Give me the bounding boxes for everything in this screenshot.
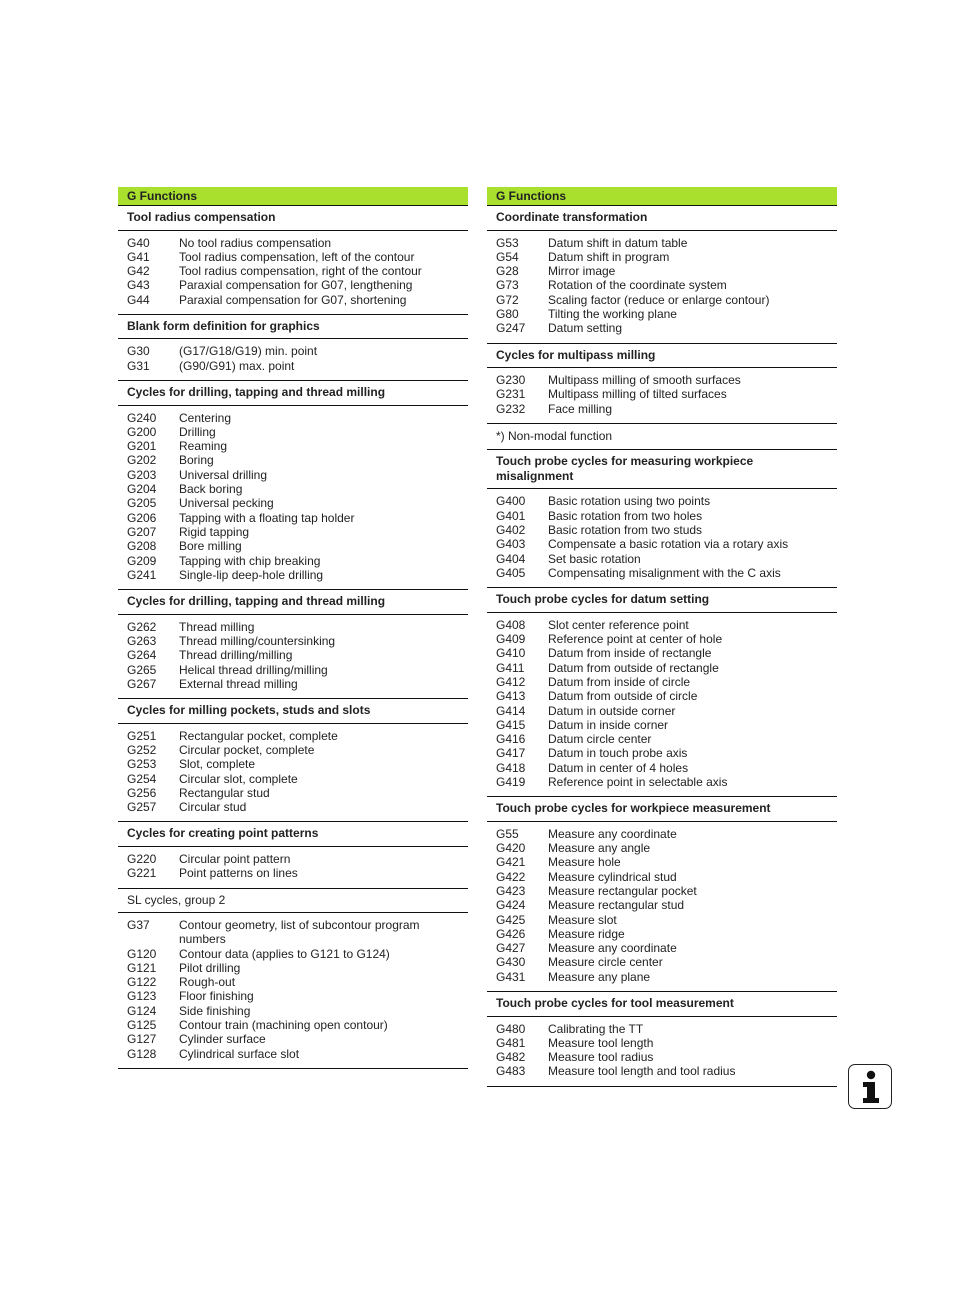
table-row [127,743,459,757]
g-code: G127 [127,1032,157,1047]
g-description: Measure slot [548,912,617,927]
g-code: G220 [127,851,157,866]
section [118,590,468,699]
g-code: G55 [496,826,519,841]
section-title: Tool radius compensation [118,206,468,231]
g-code: G230 [496,373,526,388]
column-header: G Functions [118,187,468,206]
table-row [496,884,828,898]
g-code: G403 [496,537,526,552]
table-row [127,344,459,358]
table-row [496,689,828,703]
g-code: G31 [127,358,150,373]
table-row [496,373,828,387]
table-row [127,236,459,250]
g-description: Face milling [548,401,613,416]
g-code: G480 [496,1021,526,1036]
g-code: G262 [127,619,157,634]
g-description: Calibrating the TT [548,1021,644,1036]
section-title: Touch probe cycles for workpiece measurement [487,797,837,822]
table-row [127,525,459,539]
section-rows [118,615,468,698]
table-row [496,632,828,646]
g-description: Basic rotation from two holes [548,508,703,523]
g-code: G418 [496,760,526,775]
g-code: G483 [496,1064,526,1079]
g-description: Datum in outside corner [548,703,676,718]
table-row [496,661,828,675]
g-description: Datum from outside of rectangle [548,660,719,675]
g-description: Tapping with chip breaking [179,553,321,568]
table-row [496,1022,828,1036]
g-code: G202 [127,453,157,468]
section [487,344,837,424]
section-rows [487,368,837,423]
g-code: G265 [127,662,157,677]
section-rows [118,913,468,1068]
g-description: Rectangular pocket, complete [179,728,338,743]
g-description: Datum in touch probe axis [548,746,688,761]
table-row [127,961,459,975]
table-row [496,941,828,955]
g-code: G415 [496,717,526,732]
g-description: Circular stud [179,800,247,815]
g-code: G206 [127,510,157,525]
g-code: G426 [496,926,526,941]
table-row [496,718,828,732]
section-title: Cycles for milling pockets, studs and slots [118,699,468,724]
g-description: Rectangular stud [179,785,270,800]
g-description: Universal drilling [179,467,268,482]
g-code: G37 [127,918,150,932]
g-description: Multipass milling of tilted surfaces [548,387,727,402]
g-code: G402 [496,523,526,538]
g-code: G204 [127,482,157,497]
section-rows [487,822,837,991]
table-row [127,264,459,278]
g-description: Paraxial compensation for G07, lengthening [179,278,413,293]
g-code: G208 [127,539,157,554]
g-description: Thread drilling/milling [179,648,293,663]
section-title: Cycles for multipass milling [487,344,837,369]
g-description: Measure rectangular stud [548,898,685,913]
table-row [127,918,459,947]
g-code: G427 [496,941,526,956]
g-description: Measure hole [548,855,621,870]
table-row [496,913,828,927]
table-row [496,387,828,401]
table-row [127,278,459,292]
g-description: Rotation of the coordinate system [548,278,727,293]
g-code: G409 [496,632,526,647]
table-row [127,989,459,1003]
g-code: G419 [496,775,526,790]
table-row [496,307,828,321]
table-row [127,359,459,373]
table-row [496,278,828,292]
g-code: G405 [496,565,526,580]
g-code: G421 [496,855,526,870]
g-code: G240 [127,410,157,425]
g-code: G72 [496,292,519,307]
info-icon [848,1064,892,1109]
section-title: SL cycles, group 2 [118,889,468,914]
table-row [496,775,828,789]
section-rows [118,724,468,822]
g-description: Measure rectangular pocket [548,884,697,898]
g-code: G247 [496,321,526,336]
table-row [496,537,828,551]
g-description: Basic rotation using two points [548,494,711,509]
table-row [127,772,459,786]
table-row [127,786,459,800]
g-code: G431 [496,969,526,984]
g-code: G121 [127,960,157,975]
table-row [496,898,828,912]
g-description: Datum shift in program [548,249,670,264]
g-code: G408 [496,617,526,632]
g-code: G253 [127,757,157,772]
section-title: Cycles for drilling, tapping and thread milling [118,381,468,406]
section-title: Coordinate transformation [487,206,837,231]
g-description: Circular point pattern [179,851,291,866]
g-description: Datum in center of 4 holes [548,760,689,775]
table-row [496,618,828,632]
g-description: Measure circle center [548,955,663,970]
table-row [496,841,828,855]
g-code: G122 [127,975,157,990]
g-code: G205 [127,496,157,511]
g-code: G203 [127,467,157,482]
section-rows [487,613,837,797]
g-code: G481 [496,1035,526,1050]
g-description: Tilting the working plane [548,306,677,321]
table-row [127,425,459,439]
section [487,450,837,588]
section-title: Blank form definition for graphics [118,315,468,340]
g-code: G424 [496,898,526,913]
g-description: Multipass milling of smooth surfaces [548,373,741,388]
g-code: G256 [127,785,157,800]
table-row [496,566,828,580]
table-row [127,947,459,961]
g-code: G400 [496,494,526,509]
g-description: Mirror image [548,264,616,279]
g-code: G54 [496,249,519,264]
section-title: Touch probe cycles for measuring workpiece misalignment [487,450,837,489]
g-description: Datum setting [548,321,623,336]
table-row [127,1032,459,1046]
g-code: G410 [496,646,526,661]
g-description: (G17/G18/G19) min. point [179,344,318,359]
table-row [127,634,459,648]
table-row [127,1047,459,1061]
table-row [127,453,459,467]
g-code: G209 [127,553,157,568]
g-code: G257 [127,800,157,815]
section [487,424,837,451]
g-description: Set basic rotation [548,551,641,566]
table-row [496,761,828,775]
table-row [127,468,459,482]
g-description: Measure tool length [548,1035,654,1050]
g-code: G413 [496,689,526,704]
g-code: G267 [127,676,157,691]
table-row [127,620,459,634]
g-description: (G90/G91) max. point [179,358,295,373]
section-title: Touch probe cycles for datum setting [487,588,837,613]
table-row [496,646,828,660]
table-row [127,729,459,743]
g-description: Scaling factor (reduce or enlarge contour) [548,292,770,307]
left-column [118,187,468,1069]
section [487,206,837,344]
g-code: G207 [127,524,157,539]
g-code: G264 [127,648,157,663]
g-code: G482 [496,1050,526,1065]
g-code: G200 [127,424,157,439]
g-code: G120 [127,946,157,961]
g-code: G254 [127,771,157,786]
g-description: Circular slot, complete [179,771,298,786]
g-code: G401 [496,508,526,523]
table-row [496,1050,828,1064]
g-description: Universal pecking [179,496,274,511]
g-description: Thread milling [179,619,255,634]
g-code: G124 [127,1003,157,1018]
g-code: G241 [127,567,157,582]
table-row [127,1018,459,1032]
column-header: G Functions [487,187,837,206]
table-row [496,402,828,416]
section-rows [487,1017,837,1086]
g-description: Contour data (applies to G121 to G124) [179,946,390,961]
g-code: G231 [496,387,526,402]
g-description: Slot, complete [179,757,256,772]
g-code: G411 [496,660,525,675]
g-description: Bore milling [179,539,242,554]
table-row [496,236,828,250]
section [118,381,468,590]
g-description: Thread milling/countersinking [179,633,336,648]
g-code: G41 [127,249,150,264]
g-description: Datum circle center [548,732,652,747]
table-row [496,509,828,523]
table-row [496,704,828,718]
g-description: Measure ridge [548,926,625,941]
g-code: G416 [496,732,526,747]
g-code: G40 [127,235,150,250]
g-code: G28 [496,264,519,279]
section-rows [118,231,468,314]
g-code: G404 [496,551,526,566]
g-code: G73 [496,278,519,293]
g-description: No tool radius compensation [179,235,332,250]
g-description: Drilling [179,424,216,439]
g-description: Rough-out [179,975,236,990]
section-rows [118,406,468,590]
g-description: Single-lip deep-hole drilling [179,567,324,582]
g-description: Measure any coordinate [548,826,677,841]
g-description: Datum shift in datum table [548,235,688,250]
table-row [127,496,459,510]
section-rows [118,847,468,888]
table-row [127,482,459,496]
g-description: Contour train (machining open contour) [179,1018,388,1033]
g-description: Tool radius compensation, left of the contour [179,249,415,264]
table-row [496,250,828,264]
table-row [496,494,828,508]
g-description: Cylindrical surface slot [179,1046,300,1061]
table-row [127,568,459,582]
table-row [127,866,459,880]
table-row [496,746,828,760]
section [487,797,837,992]
g-description: Measure tool radius [548,1050,654,1065]
table-row [127,852,459,866]
table-row [127,539,459,553]
table-row [127,1004,459,1018]
g-description: Datum from inside of rectangle [548,646,712,661]
table-row [127,554,459,568]
g-description: Back boring [179,482,243,497]
g-description: Basic rotation from two studs [548,523,703,538]
table-row [127,975,459,989]
g-description: Datum from inside of circle [548,674,691,689]
g-code: G252 [127,742,157,757]
section [487,588,837,797]
footnote: *) Non-modal function [496,428,613,443]
g-description: Tool radius compensation, right of the contour [179,264,422,279]
table-row [127,677,459,691]
g-description: Centering [179,410,232,425]
g-description: Boring [179,453,214,468]
table-row [127,800,459,814]
table-row [496,732,828,746]
g-description: Paraxial compensation for G07, shortening [179,292,407,307]
g-code: G420 [496,841,526,856]
g-code: G430 [496,955,526,970]
section [118,889,468,1069]
g-code: G417 [496,746,526,761]
table-row [496,955,828,969]
g-description: Compensate a basic rotation via a rotary axis [548,537,789,552]
g-description: Reference point in selectable axis [548,775,728,790]
g-description: Measure any coordinate [548,941,677,956]
g-description: Cylinder surface [179,1032,266,1047]
g-description: Datum from outside of circle [548,689,698,704]
g-code: G263 [127,633,157,648]
g-code: G123 [127,989,157,1004]
table-row [127,411,459,425]
table-row [496,870,828,884]
g-code: G232 [496,401,526,416]
table-row [127,648,459,662]
g-description: Slot center reference point [548,617,689,632]
section [118,822,468,888]
table-row [496,321,828,335]
table-row [496,1064,828,1078]
section-title: Cycles for drilling, tapping and thread milling [118,590,468,615]
table-row [496,552,828,566]
table-row [496,1036,828,1050]
table-row [496,523,828,537]
g-description: Measure cylindrical stud [548,869,677,884]
section-title: Cycles for creating point patterns [118,822,468,847]
g-code: G422 [496,869,526,884]
g-description: Helical thread drilling/milling [179,662,328,677]
g-description: Point patterns on lines [179,866,298,881]
g-description: Compensating misalignment with the C axis [548,565,781,580]
g-code: G201 [127,439,157,454]
table-row [496,264,828,278]
g-description: Floor finishing [179,989,254,1004]
g-code: G251 [127,728,157,743]
table-row [496,675,828,689]
section-title: Touch probe cycles for tool measurement [487,992,837,1017]
g-code: G128 [127,1046,157,1061]
g-code: G425 [496,912,526,927]
section [487,992,837,1087]
g-description: Measure tool length and tool radius [548,1064,736,1079]
section-rows [118,339,468,380]
g-description: Pilot drilling [179,960,241,975]
section [118,206,468,315]
g-description: Tapping with a floating tap holder [179,510,355,525]
g-description: Side finishing [179,1003,251,1018]
g-description: Datum in inside corner [548,717,669,732]
g-code: G30 [127,344,150,359]
g-code: G221 [127,866,157,881]
g-description: External thread milling [179,676,298,691]
g-description: Circular pocket, complete [179,742,315,757]
g-code: G42 [127,264,150,279]
g-code: G43 [127,278,150,293]
table-row [127,293,459,307]
table-row [127,757,459,771]
table-row [127,250,459,264]
section-rows [487,489,837,587]
table-row [127,439,459,453]
right-column [487,187,837,1087]
g-code: G80 [496,306,519,321]
g-description: Contour geometry, list of subcontour program numbers [179,918,420,947]
g-code: G412 [496,674,526,689]
table-row [127,511,459,525]
g-code: G125 [127,1018,157,1033]
table-row [496,927,828,941]
table-row [496,855,828,869]
g-description: Measure any plane [548,969,651,984]
g-description: Reference point at center of hole [548,632,723,647]
table-row [496,970,828,984]
table-row [496,827,828,841]
g-description: Reaming [179,439,228,454]
g-code: G53 [496,235,519,250]
section [118,699,468,822]
g-description: Rigid tapping [179,524,250,539]
g-code: G423 [496,884,526,898]
table-row [496,293,828,307]
g-code: G414 [496,703,526,718]
table-row [127,663,459,677]
g-code: G44 [127,292,150,307]
g-description: Measure any angle [548,841,651,856]
section-rows [487,231,837,343]
section [118,315,468,381]
